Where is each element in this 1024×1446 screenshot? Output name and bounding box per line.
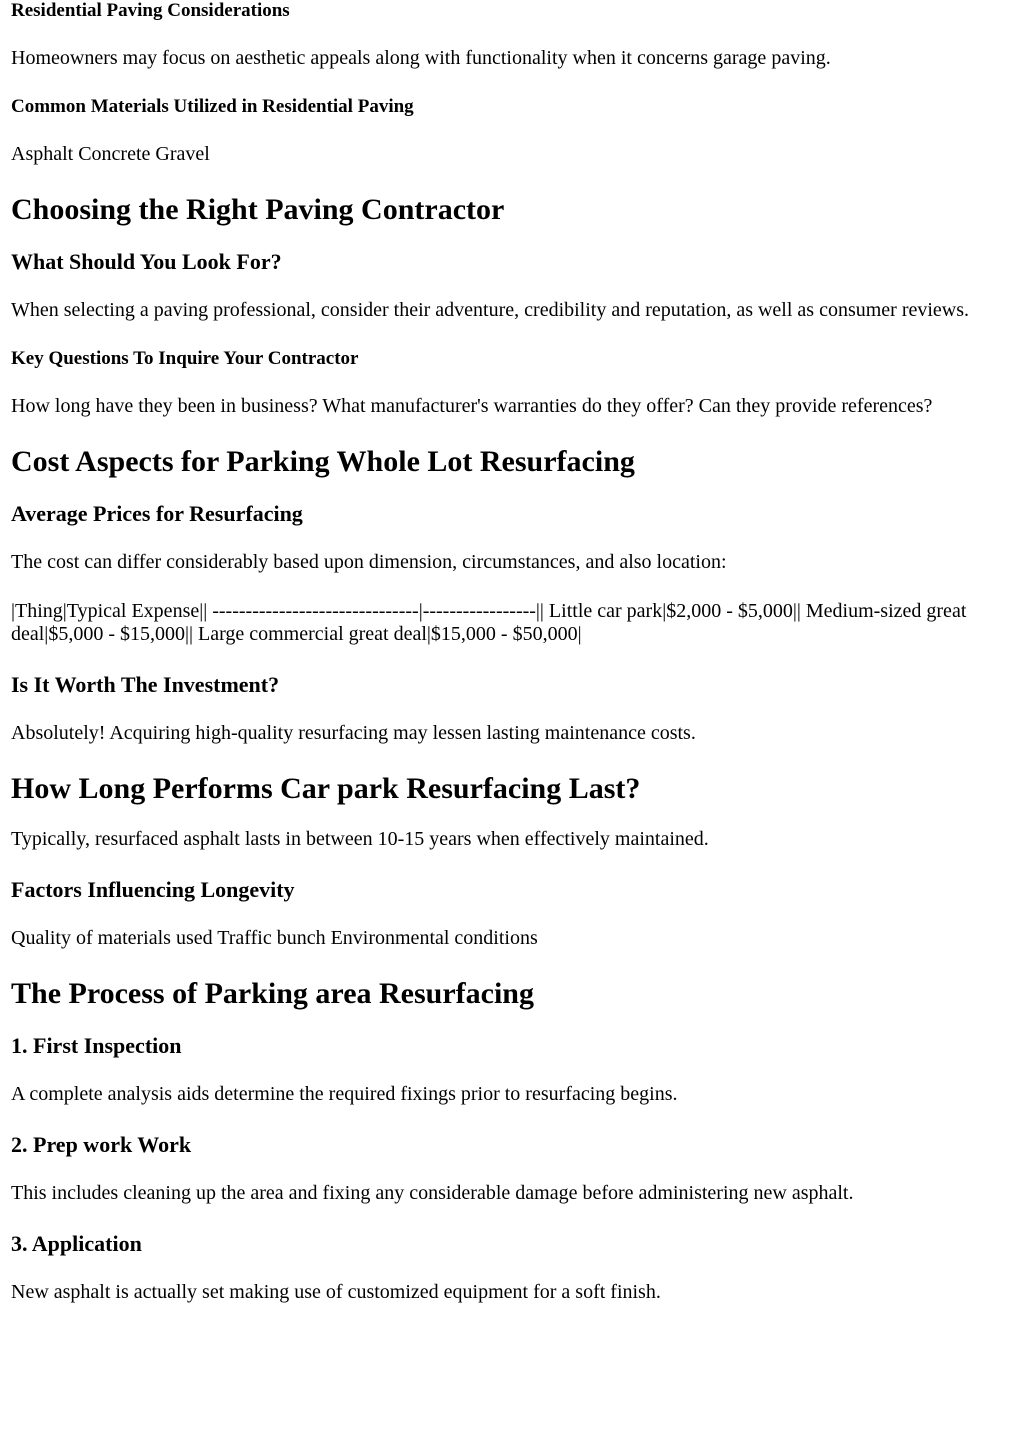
- step-text: New asphalt is actually set making use of customized equipment for a soft finish.: [11, 1281, 661, 1303]
- look-for-heading: What Should You Look For?: [11, 249, 282, 274]
- step-heading: 2. Prep work Work: [11, 1132, 192, 1157]
- worth-text: Absolutely! Acquiring high-quality resurfacing may lessen lasting maintenance costs.: [11, 722, 696, 744]
- questions-heading: Key Questions To Inquire Your Contractor: [11, 348, 359, 369]
- longevity-heading: How Long Performs Car park Resurfacing Last?: [11, 772, 641, 805]
- worth-heading: Is It Worth The Investment?: [11, 672, 280, 697]
- cost-heading: Cost Aspects for Parking Whole Lot Resurfacing: [11, 445, 635, 478]
- materials-heading: Common Materials Utilized in Residential Paving: [11, 96, 414, 117]
- materials-text: Asphalt Concrete Gravel: [11, 143, 210, 165]
- step-heading: 1. First Inspection: [11, 1033, 182, 1058]
- factors-text: Quality of materials used Traffic bunch Environmental conditions: [11, 927, 538, 949]
- look-for-text: When selecting a paving professional, consider their adventure, credibility and reputation, as well as consumer reviews.: [11, 299, 970, 321]
- step-text: A complete analysis aids determine the required fixings prior to resurfacing begins.: [11, 1083, 678, 1105]
- contractor-heading: Choosing the Right Paving Contractor: [11, 193, 505, 226]
- longevity-text: Typically, resurfaced asphalt lasts in between 10-15 years when effectively maintained.: [11, 828, 709, 850]
- price-table-text: |Thing|Typical Expense|| -------------------------------|-----------------|| Little car park|$2,000 - $5,000|| Medium-sized great deal|$5,000 - $15,000|| Large commercial great deal|$15,000 - $50,000|: [11, 600, 967, 645]
- residential-heading: Residential Paving Considerations: [11, 0, 290, 21]
- step-text: This includes cleaning up the area and fixing any considerable damage before administering new asphalt.: [11, 1182, 854, 1204]
- average-prices-text: The cost can differ considerably based upon dimension, circumstances, and also location:: [11, 551, 727, 573]
- factors-heading: Factors Influencing Longevity: [11, 877, 295, 902]
- process-heading: The Process of Parking area Resurfacing: [11, 977, 534, 1010]
- average-prices-heading: Average Prices for Resurfacing: [11, 501, 303, 526]
- questions-text: How long have they been in business? What manufacturer's warranties do they offer? Can they provide references?: [11, 395, 933, 417]
- step-heading: 3. Application: [11, 1231, 142, 1256]
- residential-intro: Homeowners may focus on aesthetic appeals along with functionality when it concerns garage paving.: [11, 47, 831, 69]
